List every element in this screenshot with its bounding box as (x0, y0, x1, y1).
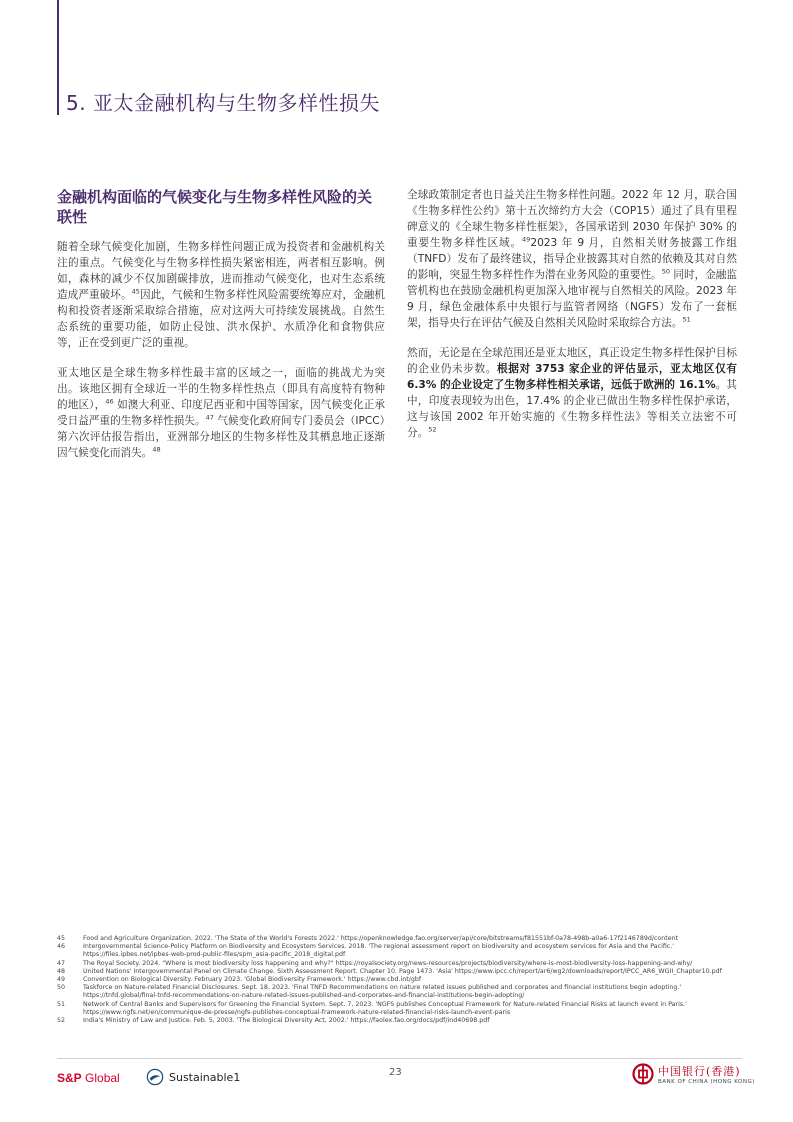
footnote-item: 49 Convention on Biological Diversity. February 2023. 'Global Biodiversity Framework.' https://www.cbd.int/gbf (57, 976, 422, 984)
footnote-item: 46 Intergovernmental Science-Policy Platform on Biodiversity and Ecosystem Services. 2018. 'The regional assessment report on biodiversity and ecosystem services for Asia and the Pacific.' https://files.ipbes.net/ipbes-web-prod-public-files/spm_asia-pacific_2018_digital.pdf (57, 943, 675, 959)
footnote-item: 45 Food and Agriculture Organization. 2022. 'The State of the World's Forests 2022.' https://openknowledge.fao.org/server/api/core/bitstreams/f81551bf-0a78-498b-a0a6-17f2146789d/content (57, 935, 679, 942)
footnotes (57, 935, 742, 1025)
paragraph-2: 亚太地区是全球生物多样性最丰富的区域之一，面临的挑战尤为突出。该地区拥有全球近一半的生物多样性热点（即具有高度特有物种的地区），$^{46}$ 如澳大利亚、印度尼西亚和中国等国家，因气候变化正承受日益严重的生物多样性损失。$^{47}$ 气候变化政府间专门委员会（IPCC）第六次评估报告指出，亚洲部分地区的生物多样性及其栖息地正逐渐因气候变化而消失。$^{48}$ (57, 367, 386, 459)
section-accent-bar (57, 0, 59, 115)
footnote-ref[interactable]: 49 (522, 235, 531, 244)
paragraph-1: 随着全球气候变化加剧，生物多样性问题正成为投资者和金融机构关注的重点。气候变化与生物多样性损失紧密相连，两者相互影响。例如，森林的减少不仅加剧碳排放，进而推动气候变化，也对生态系统造成严重破坏。$^{45}$因此，气候和生物多样性风险需要统筹应对，金融机构和投资者逐渐采取综合措施，应对这两大可持续发展挑战。自然生态系统的重要功能，如防止侵蚀、洪水保护、水质净化和食物供应等，正在受到更广泛的重视。 (57, 241, 386, 349)
footnote-ref[interactable]: 45 (131, 287, 140, 296)
sustainable1-icon (146, 1068, 164, 1086)
footnote-ref[interactable]: 48 (152, 445, 161, 454)
right-column (407, 187, 737, 455)
sp-global-logo: S&P Global (57, 1071, 120, 1085)
footnote-item: 50 Taskforce on Nature-related Financial Disclosures. Sept. 18, 2023. 'Final TNFD Recommendations on nature related issues published and corporates and financial institutions begin adopting.' https://tnfd.global/final-tnfd-recommendations-on-nature-related-issues-published-and-corporates-and-financial-institutions-begin-adopting/ (57, 984, 682, 1000)
footnote-item: 48 United Nations' Intergovernmental Panel on Climate Change. Sixth Assessment Report. Chapter 10. Page 1473. 'Asia' https://www.ipcc.ch/report/ar6/wg2/downloads/report/IPCC_AR6_WGII_Chapter10.pdf (57, 967, 722, 975)
footnote-item: 47 The Royal Society. 2024. "Where is most biodiversity loss happening and why?" https://royalsociety.org/news-resources/projects/biodiversity/where-is-most-biodiversity-loss-happening-and-why/ (57, 959, 693, 967)
footnote-ref[interactable]: 52 (428, 425, 437, 434)
footnote-ref[interactable]: 46 (105, 397, 114, 406)
page-number: 23 (389, 1067, 402, 1078)
footnote-item: 52 India's Ministry of Law and Justice. Feb. 5, 2003. 'The Biological Diversity Act, 2002.' https://faolex.fao.org/docs/pdf/ind40698.pdf (57, 1017, 490, 1025)
sustainable1-logo: Sustainable1 (146, 1068, 240, 1086)
paragraph-3: 全球政策制定者也日益关注生物多样性问题。2022 年 12 月，联合国《生物多样性公约》第十五次缔约方大会（COP15）通过了具有里程碑意义的《全球生物多样性框架》，各国承诺到 2030 年保护 30% 的重要生物多样性区域。$^{49}$2023 年 9 月，自然相关财务披露工作组（TNFD）发布了最终建议，指导企业披露其对自然的依赖及其对自然的影响，突显生物多样性作为潜在业务风险的重要性。$^{50}$ 同时，金融监管机构也在鼓励金融机构更加深入地审视与自然相关的风险。2023 年 9 月，绿色金融体系中央银行与监管者网络（NGFS）发布了一套框架，指导央行在评估气候及自然相关风险时采取综合方法。$^{51}$ (407, 189, 738, 329)
bank-of-china-logo: 中国银行(香港) BANK OF CHINA (HONG KONG) (632, 1063, 755, 1085)
footnote-ref[interactable]: 51 (682, 315, 691, 324)
subheading: 金融机构面临的气候变化与生物多样性风险的关联性 (57, 188, 373, 226)
footnote-ref[interactable]: 47 (205, 413, 214, 422)
paragraph-4: 然而，无论是在全球范围还是亚太地区，真正设定生物多样性保护目标的企业仍未步数。根据对 3753 家企业的评估显示，亚太地区仅有 6.3% 的企业设定了生物多样性相关承诺，远低于欧洲的 16.1%。其中，印度表现较为出色，17.4% 的企业已做出生物多样性保护承诺，这与该国 2002 年开始实施的《生物多样性法》等相关立法密不可分。$^{52}$ (407, 347, 738, 439)
footer-divider (57, 1058, 742, 1059)
footnote-item: 51 Network of Central Banks and Supervisors for Greening the Financial System. Sept. 7, 2023. 'NGFS publishes Conceptual Framework for Nature-related Financial Risks at launch event in Paris.' https://www.ngfs.net/en/communique-de-presse/ngfs-publishes-conceptual-framework-nature-related-financial-risks-launch-event-paris (57, 1000, 687, 1016)
key-finding: 根据对 3753 家企业的评估显示，亚太地区仅有 6.3% 的企业设定了生物多样性相关承诺，远低于欧洲的 16.1% (407, 363, 738, 391)
left-column (57, 187, 385, 475)
section-title: 5. 亚太金融机构与生物多样性损失 (66, 91, 380, 115)
bank-of-china-icon (632, 1063, 654, 1085)
footnote-ref[interactable]: 50 (661, 267, 670, 276)
